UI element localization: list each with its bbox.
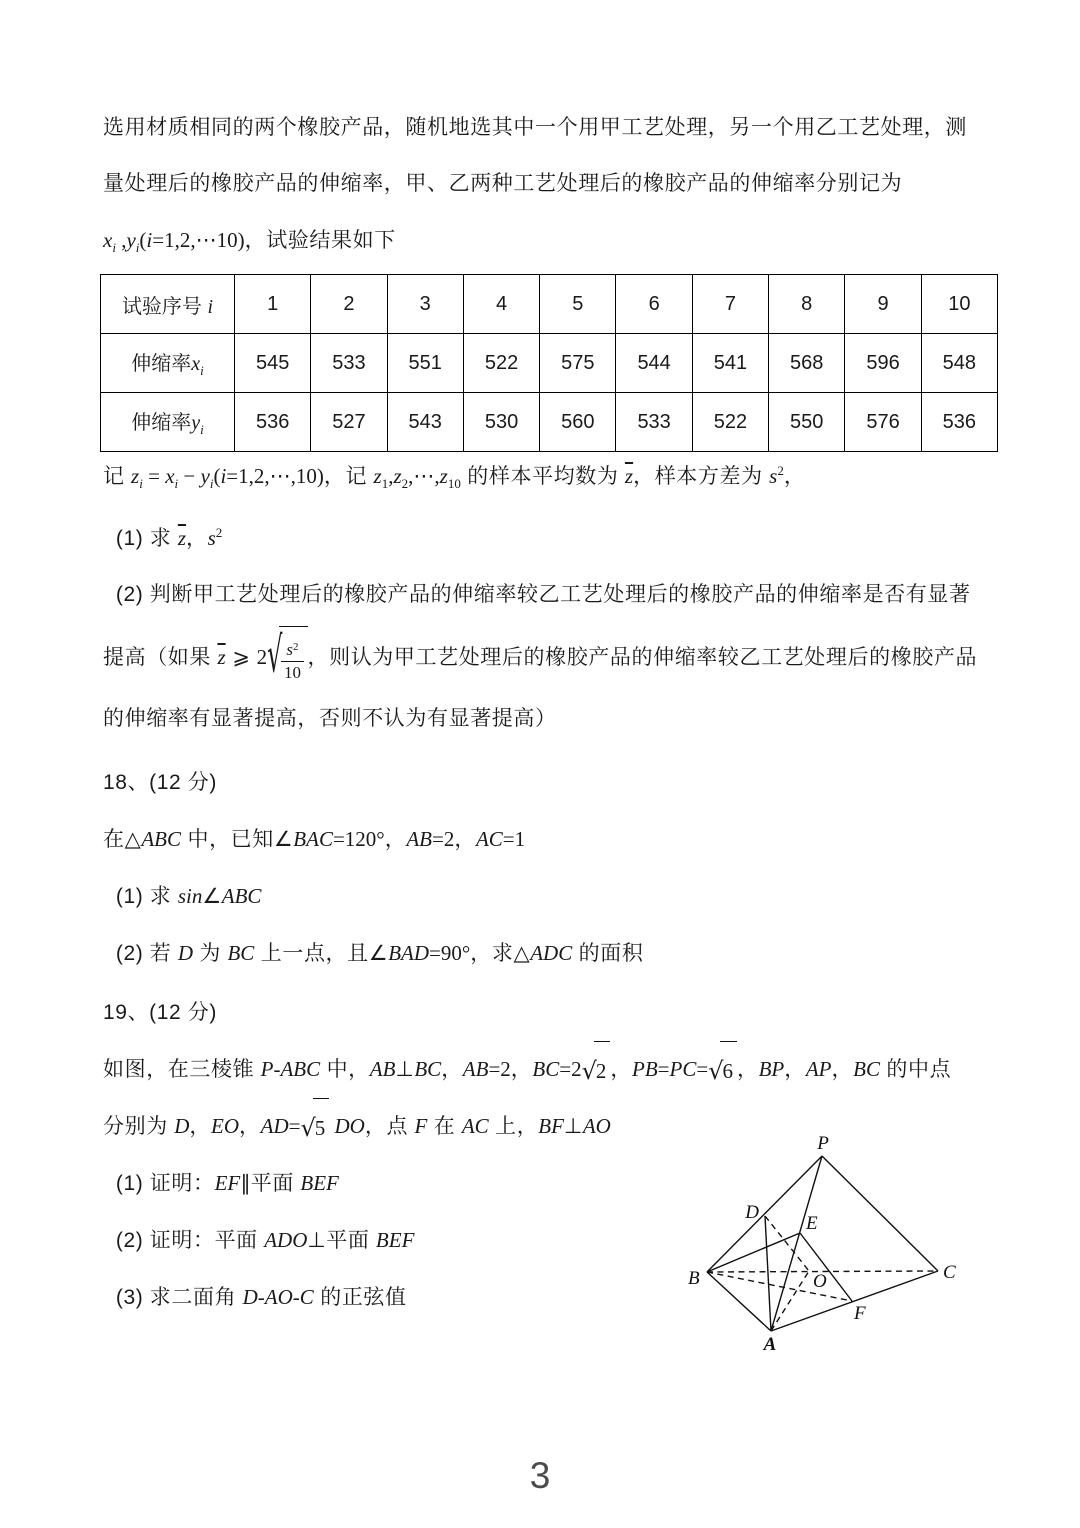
table-cell-index: 4 [463, 275, 539, 334]
radical-sign-icon: √ [581, 1056, 597, 1085]
stats-question-paragraph [103, 440, 1023, 750]
row-label: 伸缩率$x_i$ [101, 334, 235, 393]
table-cell-value: 530 [463, 393, 539, 452]
table-cell-index: 10 [921, 275, 997, 334]
vertex-label-A: A [763, 1334, 777, 1355]
row-label: 伸缩率$y_i$ [101, 393, 235, 452]
table-cell-value: 543 [387, 393, 463, 452]
fraction: $\frac{s^2}{10}$ [281, 640, 303, 684]
text-line: 提高（如果 $\overline{z}$ ⩾ 2√ $\frac{s^2}{10}$ ，则认为甲工艺处理后的橡胶产品的伸缩率较乙工艺处理后的橡胶产品 [103, 626, 1023, 688]
vertex-label-B: B [688, 1268, 700, 1289]
table-cell-value: 560 [540, 393, 616, 452]
table-row [101, 275, 998, 334]
text-line: 如图，在三棱锥 P-ABC 中，AB⊥BC，AB=2，BC=2√2 ，PB=PC=√6 ，BP，AP，BC 的中点 [103, 1041, 1023, 1098]
vertex-label-P: P [817, 1133, 829, 1154]
table-cell-value: 544 [616, 334, 692, 393]
text-line: 18、(12 分) [103, 771, 217, 794]
vertex-label-C: C [943, 1262, 956, 1283]
sqrt-expression: √6 [708, 1041, 737, 1100]
text-line: $x_i$ $,y_i(i=1,2,\cdots 10)$，试验结果如下 [103, 228, 396, 255]
radical-sign-icon: √ [708, 1056, 724, 1085]
table-cell-value: 575 [540, 334, 616, 393]
sqrt-expression: √2 [582, 1041, 611, 1100]
table-cell-value: 548 [921, 334, 997, 393]
table-cell-index: 9 [845, 275, 921, 334]
table-cell-value: 568 [769, 334, 845, 393]
vertex-label-O: O [813, 1271, 827, 1292]
table-cell-index: 1 [235, 275, 311, 334]
intro-paragraph [103, 100, 1023, 268]
text-line: 的伸缩率有显著提高，否则不认为有显著提高） [103, 707, 557, 730]
edge-B-F [707, 1272, 852, 1301]
text-line: (2) 判断甲工艺处理后的橡胶产品的伸缩率较乙工艺处理后的橡胶产品的伸缩率是否有显著 [103, 583, 971, 606]
table-cell-value: 533 [311, 334, 387, 393]
table-cell-value: 527 [311, 393, 387, 452]
text-line: (1) 求 sin∠ABC [103, 884, 262, 908]
vertex-label-F: F [854, 1303, 866, 1324]
text-line: (3) 求二面角 D-AO-C 的正弦值 [103, 1285, 407, 1309]
text-line: 记 $z_i = x_i$ − $y_i(i=1,2,\cdots,10)$，记 $z_1,z_2,\cdots,z_{10}$ 的样本平均数为 $\overline{z}$，样本方差为 $s^2$， [103, 463, 806, 491]
text-line: 选用材质相同的两个橡胶产品，随机地选其中一个用甲工艺处理，另一个用乙工艺处理，测 [103, 116, 967, 139]
table-cell-index: 7 [692, 275, 768, 334]
table-cell-value: 522 [463, 334, 539, 393]
edge-A-O [771, 1271, 809, 1331]
vertex-label-E: E [806, 1213, 818, 1234]
table-cell-value: 541 [692, 334, 768, 393]
text-line: 在△ABC 中，已知∠BAC=120°，AB=2，AC=1 [103, 827, 526, 851]
table-cell-index: 5 [540, 275, 616, 334]
table-cell-value: 576 [845, 393, 921, 452]
edge-B-A [707, 1272, 771, 1331]
table-cell-value: 545 [235, 334, 311, 393]
stats-table [100, 274, 998, 452]
table-cell-index: 8 [769, 275, 845, 334]
table-cell-index: 2 [311, 275, 387, 334]
table-cell-value: 550 [769, 393, 845, 452]
vertex-label-D: D [745, 1202, 759, 1223]
sqrt-expression: √5 [300, 1098, 329, 1157]
radical-sign-icon: √ [300, 1113, 316, 1142]
figure-pyramid [680, 1126, 980, 1358]
text-line: 分别为 D，EO，AD=√5 DO，点 F 在 AC 上，BF⊥AO [103, 1098, 1023, 1155]
table-cell-value: 533 [616, 393, 692, 452]
table-cell-value: 551 [387, 334, 463, 393]
text-line: 量处理后的橡胶产品的伸缩率，甲、乙两种工艺处理后的橡胶产品的伸缩率分别记为 [103, 172, 903, 195]
edge-A-D [765, 1216, 771, 1331]
table-cell-index: 6 [616, 275, 692, 334]
text-line: 19、(12 分) [103, 1001, 217, 1024]
table-cell-value: 522 [692, 393, 768, 452]
text-line: (1) 求 $\overline{z}$，$s^2$ [103, 525, 223, 550]
edge-P-C [822, 1156, 938, 1271]
row-label: 试验序号 i [101, 275, 235, 334]
table-cell-value: 536 [235, 393, 311, 452]
table-row [101, 334, 998, 393]
table-cell-value: 536 [921, 393, 997, 452]
text-line: (2) 证明：平面 ADO⊥平面 BEF [103, 1228, 415, 1252]
question-18-paragraph [103, 754, 1023, 982]
sqrt-expression [267, 626, 307, 690]
page-number: 3 [529, 1455, 551, 1496]
edge-B-E [707, 1233, 800, 1272]
text-line: (2) 若 D 为 BC 上一点，且∠BAD=90°，求△ADC 的面积 [103, 941, 644, 965]
table-cell-value: 596 [845, 334, 921, 393]
text-line: (1) 证明：EF∥平面 BEF [103, 1171, 339, 1195]
radical-sign-icon: √ [267, 626, 283, 685]
table-cell-index: 3 [387, 275, 463, 334]
